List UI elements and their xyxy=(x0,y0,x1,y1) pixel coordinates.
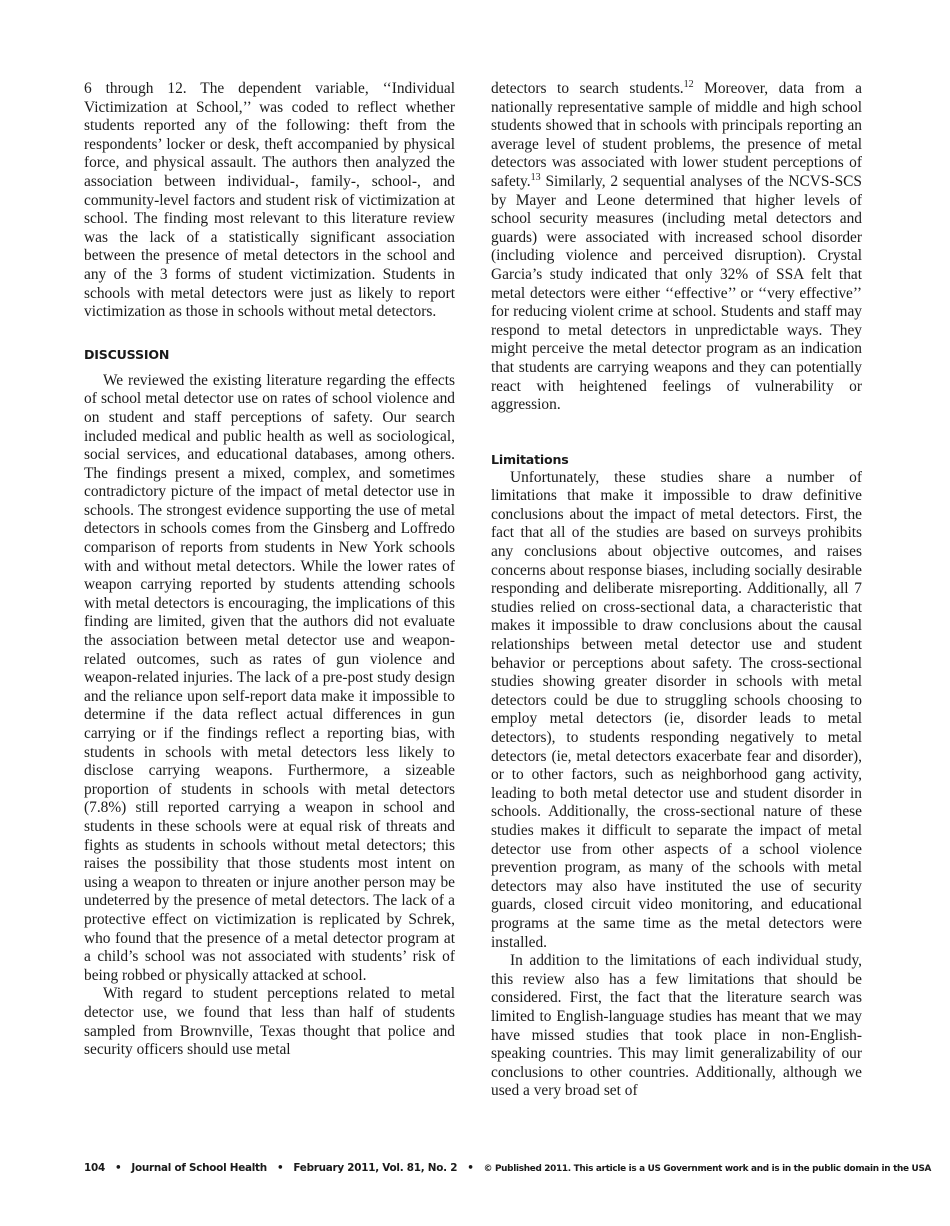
right-column xyxy=(491,80,862,1101)
citation-superscript-13: 13 xyxy=(530,171,541,183)
right-p1-text-c: Similarly, 2 sequential analyses of the NCVS-SCS by Mayer and Leone determined that higher levels of school security measures (including metal detectors and guards) were associated with increased school disorder (including violence and perceived disruption). Crystal Garcia’s study indicated that only 32% of SSA felt that metal detectors were either ‘‘effective’’ or ‘‘very effective’’ for reducing violent crime at school. Students and staff may respond to metal detectors in unpredictable ways. They might perceive the metal detector program as an indication that students are carrying weapons and they can potentially react with heightened feelings of vulnerability or aggression. xyxy=(491,172,862,414)
journal-name: Journal of School Health xyxy=(131,1162,267,1174)
copyright-notice: © Published 2011. This article is a US Government work and is in the public domain in the USA xyxy=(483,1164,932,1174)
right-paragraph-limitations: Unfortunately, these studies share a number of limitations that make it impossible to draw definitive conclusions about the impact of metal detectors. First, the fact that all of the studies are based on surveys prohibits any conclusions about objective outcomes, and raises concerns about response biases, including socially desirable responding and deliberate misreporting. Additionally, all 7 studies relied on cross-sectional data, a characteristic that makes it impossible to draw conclusions about the causal relationships between metal detector use and student behavior or perceptions about safety. The cross-sectional studies showing greater disorder in schools with metal detectors could be due to struggling schools choosing to employ metal detectors (ie, disorder leads to metal detectors), to students responding negatively to metal detectors (ie, metal detectors exacerbate fear and disorder), or to other factors, such as neighborhood gang activity, leading to both metal detector use and student disorder in schools. Additionally, the cross-sectional nature of these studies makes it difficult to separate the impact of metal detector use from other aspects of a school violence prevention program, as many of the schools with metal detectors may also have instituted the use of security guards, closed circuit video monitoring, and educational programs at the same time as the metal detectors were installed. xyxy=(491,468,862,951)
discussion-heading: DISCUSSION xyxy=(84,346,170,362)
page-number: 104 xyxy=(84,1162,105,1174)
right-p1-text-b: Moreover, data from a nationally representative sample of middle and high school students showed that in schools with principals reporting an average level of student problems, the presence of metal detectors was associated with lower student perceptions of safety. xyxy=(491,80,862,190)
page-footer xyxy=(84,1162,932,1174)
limitations-heading: Limitations xyxy=(491,451,569,467)
issue-info: February 2011, Vol. 81, No. 2 xyxy=(293,1162,458,1174)
left-paragraph-victimization: 6 through 12. The dependent variable, ‘‘Individual Victimization at School,’’ was coded to reflect whether students reported any of the following: theft from the respondents’ locker or desk, theft accompanied by physical force, and physical assault. The authors then analyzed the association between individual-, family-, school-, and community-level factors and student risk of victimization at school. The finding most relevant to this literature review was the lack of a statistically significant association between the presence of metal detectors in the school and any of the 3 forms of student victimization. Students in schools with metal detectors were just as likely to report victimization as those in schools without metal detectors. xyxy=(84,80,455,321)
right-paragraph-continued xyxy=(491,80,862,415)
citation-superscript-12: 12 xyxy=(683,78,694,90)
right-p1-text-a: detectors to search students. xyxy=(491,80,684,97)
footer-bullet-1: • xyxy=(114,1162,122,1174)
left-paragraph-perceptions: With regard to student perceptions related to metal detector use, we found that less than half of students sampled from Brownville, Texas thought that police and security officers should use metal xyxy=(84,985,455,1059)
left-column xyxy=(84,80,455,1060)
footer-bullet-3: • xyxy=(467,1162,474,1174)
left-paragraph-discussion: We reviewed the existing literature regarding the effects of school metal detector use on rates of school violence and on student and staff perceptions of safety. Our search included medical and public health as well as sociological, social services, and educational databases, among others. The findings present a mixed, complex, and sometimes contradictory picture of the impact of metal detector use in schools. The strongest evidence supporting the use of metal detectors in schools comes from the Ginsberg and Loffredo comparison of reports from students in New York schools with and without metal detectors. While the lower rates of weapon carrying reported by students attending schools with metal detectors is encouraging, the implications of this finding are limited, given that the authors did not evaluate the association between metal detector use and weapon-related outcomes, such as rates of gun violence and weapon-related injuries. The lack of a pre-post study design and the reliance upon self-report data make it impossible to determine if the data reflect actual differences in gun carrying or if the findings reflect a reporting bias, with students in schools with metal detectors less likely to disclose carrying weapons. Furthermore, a sizeable proportion of students in schools with metal detectors (7.8%) still reported carrying a weapon in school and students in these schools were at equal risk of threats and fights as students in schools without metal detectors; this raises the possibility that those students most intent on using a weapon to threaten or injure another person may be undeterred by the presence of metal detectors. The lack of a protective effect on victimization is replicated by Schrek, who found that the presence of a metal detector program at a child’s school was not associated with students’ risk of being robbed or physically attacked at school. xyxy=(84,371,455,984)
right-paragraph-review-limitations: In addition to the limitations of each individual study, this review also has a few limitations that should be considered. First, the fact that the literature search was limited to English-language studies has meant that we may have missed studies that took place in non-English-speaking countries. This may limit generalizability of our conclusions to other countries. Additionally, although we used a very broad set of xyxy=(491,952,862,1100)
footer-bullet-2: • xyxy=(276,1162,284,1174)
